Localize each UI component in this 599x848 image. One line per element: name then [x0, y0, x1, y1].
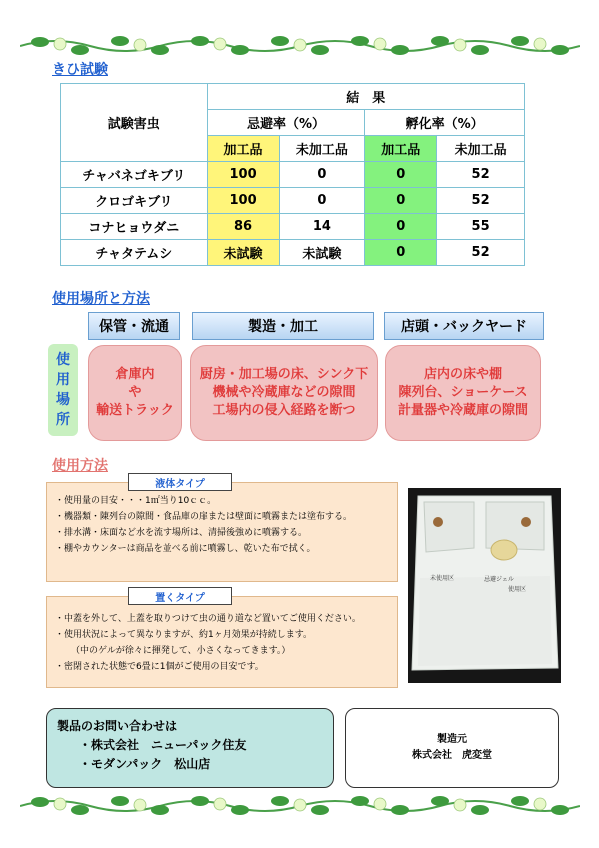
usage-line: ・中蓋を外して、上蓋を取りつけて虫の通り道など置いてご使用ください。 [55, 614, 361, 624]
pest-name: コナヒョウダニ [61, 214, 208, 240]
col-hatch-processed: 加工品 [365, 136, 437, 162]
table-row [61, 214, 525, 240]
section-title-repellency-test: きひ試験 [52, 62, 108, 78]
liquid-type-tag: 液体タイプ [128, 473, 232, 491]
col-avoid-unprocessed: 未加工品 [279, 136, 365, 162]
side-label-char: 使 [56, 352, 70, 368]
liquid-type-box [46, 482, 398, 582]
photo-label-gel: 忌避ジェル [484, 576, 514, 583]
placed-type-box [46, 596, 398, 688]
hatch-unprocessed-value: 52 [437, 162, 525, 188]
side-label-char: 用 [56, 372, 70, 388]
vine-decoration-top [20, 32, 580, 58]
place-box-store [385, 345, 541, 441]
pest-name: クロゴキブリ [61, 188, 208, 214]
avoid-unprocessed-value: 14 [279, 214, 365, 240]
place-line: 工場内の侵入経路を断つ [212, 403, 356, 418]
avoid-unprocessed-value: 0 [279, 162, 365, 188]
avoid-processed-value: 100 [207, 188, 279, 214]
place-box-storage [88, 345, 182, 441]
hatch-processed-value: 0 [365, 214, 437, 240]
side-label-char: 所 [56, 412, 70, 428]
photo-label-used: 使用区 [508, 586, 527, 593]
hatch-unprocessed-value: 55 [437, 214, 525, 240]
maker-name: 株式会社 虎変堂 [412, 750, 492, 761]
usage-line: ・使用状況によって異なりますが、約1ヶ月効果が持続します。 [55, 630, 313, 640]
place-box-manufacturing [190, 345, 378, 441]
place-line: や [128, 385, 142, 400]
hatch-processed-value: 0 [365, 240, 437, 266]
header-pest: 試験害虫 [61, 84, 208, 162]
contact-title: 製品のお問い合わせは [57, 719, 178, 733]
col-hatch-unprocessed: 未加工品 [437, 136, 525, 162]
hatch-unprocessed-value: 52 [437, 188, 525, 214]
place-heading-store: 店頭・バックヤード [384, 312, 544, 340]
section-title-usage: 使用方法 [52, 458, 108, 474]
hatch-processed-value: 0 [365, 188, 437, 214]
place-heading-storage: 保管・流通 [88, 312, 180, 340]
usage-line: ・排水溝・床面など水を流す場所は、清掃後強めに噴霧する。 [55, 528, 308, 538]
contact-box [46, 708, 334, 788]
hatch-processed-value: 0 [365, 162, 437, 188]
usage-line: ・機器類・陳列台の隙間・食品庫の扉または壁面に噴霧または塗布する。 [55, 512, 353, 522]
pest-name: チャバネゴキブリ [61, 162, 208, 188]
avoid-processed-value: 100 [207, 162, 279, 188]
side-label-usage-place [48, 344, 78, 436]
header-hatching: 孵化率（%） [365, 110, 525, 136]
place-line: 計量器や冷蔵庫の隙間 [397, 403, 528, 418]
place-line: 店内の床や棚 [423, 367, 502, 382]
results-table [60, 83, 525, 266]
table-row [61, 188, 525, 214]
maker-box [345, 708, 559, 788]
place-line: 輸送トラック [96, 403, 174, 418]
place-heading-manufacturing: 製造・加工 [192, 312, 374, 340]
maker-label: 製造元 [437, 734, 467, 745]
place-line: 陳列台、ショーケース [398, 385, 528, 400]
place-line: 機械や冷蔵庫などの隙間 [212, 385, 356, 400]
placed-type-tag: 置くタイプ [128, 587, 232, 605]
side-label-char: 場 [56, 392, 70, 408]
contact-line: ・モダンパック 松山店 [79, 757, 211, 771]
pest-name: チャタテムシ [61, 240, 208, 266]
product-photo [408, 488, 561, 683]
table-row [61, 240, 525, 266]
avoid-processed-value: 86 [207, 214, 279, 240]
usage-line: ・密閉された状態で6畳に1個がご使用の目安です。 [55, 662, 264, 672]
avoid-unprocessed-value: 0 [279, 188, 365, 214]
col-avoid-processed: 加工品 [207, 136, 279, 162]
avoid-unprocessed-value: 未試験 [279, 240, 365, 266]
avoid-processed-value: 未試験 [207, 240, 279, 266]
section-title-places: 使用場所と方法 [52, 291, 150, 307]
usage-line: ・棚やカウンターは商品を並べる前に噴霧し、乾いた布で拭く。 [55, 544, 316, 554]
place-line: 倉庫内 [115, 367, 155, 382]
table-row [61, 162, 525, 188]
usage-line: ・使用量の目安・・・1㎡当り10ｃｃ。 [55, 496, 217, 506]
contact-line: ・株式会社 ニューパック住友 [79, 738, 247, 752]
vine-decoration-bottom [20, 792, 580, 818]
place-line: 厨房・加工場の床、シンク下 [199, 367, 369, 382]
header-avoidance: 忌避率（%） [207, 110, 365, 136]
usage-line-indent: （中のゲルが徐々に揮発して、小さくなってきます。） [71, 646, 291, 656]
header-result: 結 果 [207, 84, 524, 110]
hatch-unprocessed-value: 52 [437, 240, 525, 266]
photo-label-unused: 未使用区 [430, 575, 455, 582]
